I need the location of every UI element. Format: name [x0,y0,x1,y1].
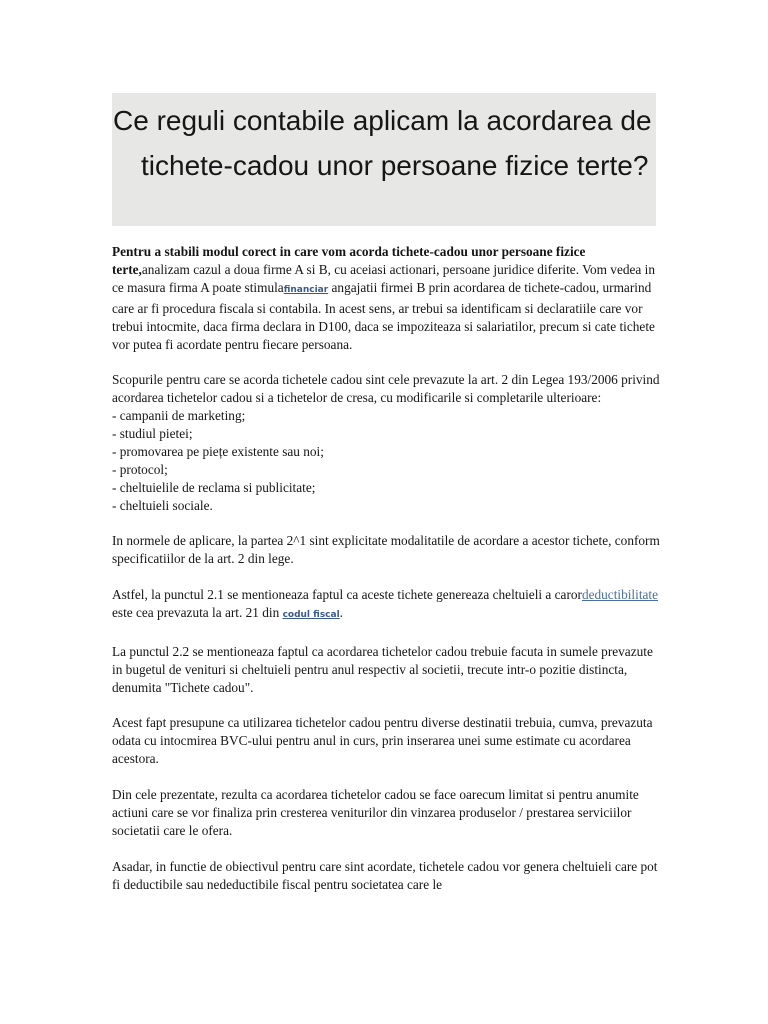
list-item: - promovarea pe piețe existente sau noi; [112,443,324,459]
title-line-2: de tichete-cadou unor persoane fizice [141,105,652,181]
asadar-paragraph: Asadar, in functie de obiectivul pentru care sint acordate, tichetele cadou vor genera cheltuieli care pot fi deductibile sau nedeductibile fiscal pentru societatea care le [112,858,658,892]
list-item: - cheltuielile de reclama si publicitate; [112,479,316,495]
punct-21-paragraph [112,586,660,625]
norme-paragraph: In normele de aplicare, la partea 2^1 sint explicitate modalitatile de acordare a acestor tichete, conform specificatiilor de la art. 2 din lege. [112,533,660,567]
intro-text-1: analizam cazul a doua firme A si B, cu aceiasi actionari, persoane juridice diferite. Vom vedea in ce masura firma A poate stimula [112,261,655,295]
title-banner [112,93,656,226]
punct-21-text-3: . [339,605,343,621]
financiar-link[interactable]: financiar [283,284,329,295]
list-item: - protocol; [112,461,168,477]
article-body [112,243,660,911]
deductibilitate-link[interactable]: deductibilitate [581,587,659,603]
intro-paragraph [112,243,660,353]
scopes-intro: Scopurile pentru care se acorda tichetele cadou sint cele prevazute la art. 2 din Legea 193/2006 privind acordarea tichetelor cadou si a tichetelor de cresa, cu modificarile si completarile ulterioare: [112,372,660,406]
intro-lead: Pentru a stabili modul corect in care vom acorda tichete-cadou unor persoane fizice terte, [112,244,586,277]
article-title [113,93,656,188]
scopes-list [112,407,660,514]
punct-21-text-2: este cea prevazuta la art. 21 din [112,605,283,621]
punct-21-text-1: Astfel, la punctul 2.1 se mentioneaza faptul ca aceste tichete genereaza cheltuieli a caror [112,587,582,603]
codul-fiscal-link[interactable]: codul fiscal [282,610,340,621]
title-line-3: terte? [576,150,649,181]
list-item: - studiul pietei; [112,426,193,442]
list-item: - cheltuieli sociale. [112,497,213,513]
intro-text-2: angajatii firmei B prin acordarea de tichete-cadou, urmarind care ar fi procedura fiscala si contabila. In acest sens, ar trebui sa identificam si declaratiile care vor trebui intocmite, daca firma declara in D100, daca se impoziteaza si salariatilor, precum si cate tichete vor putea fi acordate pentru fiecare persoana. [112,279,655,352]
title-line-1: Ce reguli contabile aplicam la acordarea [113,105,613,136]
bvc-paragraph: Acest fapt presupune ca utilizarea tichetelor cadou pentru diverse destinatii trebuia, cumva, prevazuta odata cu intocmirea BVC-ului pentru anul in curs, prin inserarea unei sume estimate cu acordarea acestora. [112,715,653,767]
limitat-paragraph: Din cele prezentate, rezulta ca acordarea tichetelor cadou se face oarecum limitat si pentru anumite actiuni care se vor finaliza prin cresterea veniturilor din vinzarea produselor / prestarea serviciilor societatii care le ofera. [112,787,639,838]
list-item: - campanii de marketing; [112,408,246,424]
punct-22-paragraph: La punctul 2.2 se mentioneaza faptul ca acordarea tichetelor cadou trebuie facuta in sumele prevazute in bugetul de venituri si cheltuieli pentru anul respectiv al societii, trecute intr-o pozitie distincta, denumita "Tichete cadou". [112,643,653,695]
scopes-paragraph [112,371,660,514]
